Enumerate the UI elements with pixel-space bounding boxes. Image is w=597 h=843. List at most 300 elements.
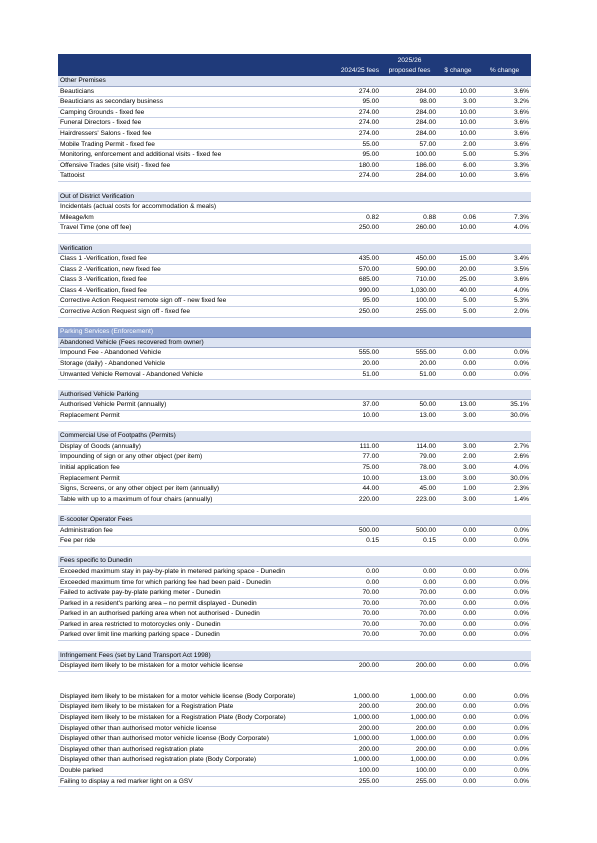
fee-2024-25: 37.00 bbox=[329, 400, 381, 411]
fee-2025-26: 1,000.00 bbox=[381, 734, 438, 745]
fee-2025-26: 284.00 bbox=[381, 128, 438, 139]
table-row bbox=[58, 766, 531, 777]
section-header-row bbox=[58, 192, 531, 202]
fee-2024-25 bbox=[329, 515, 381, 525]
fees-table bbox=[58, 54, 531, 787]
fee-2024-25: 990.00 bbox=[329, 285, 381, 296]
row-description: Parked in area restricted to motorcycles only - Dunedin bbox=[58, 619, 329, 630]
row-description: Displayed item likely to be mistaken for a motor vehicle license (Body Corporate) bbox=[58, 681, 329, 702]
section-header-row bbox=[58, 244, 531, 254]
table-row bbox=[58, 160, 531, 171]
spacer-cell bbox=[438, 181, 478, 191]
table-row bbox=[58, 118, 531, 129]
dollar-change: 0.00 bbox=[438, 723, 478, 734]
percent-change bbox=[478, 202, 531, 213]
dollar-change: 0.00 bbox=[438, 536, 478, 547]
fee-2025-26: 100.00 bbox=[381, 766, 438, 777]
dollar-change: 3.00 bbox=[438, 97, 478, 108]
percent-change bbox=[478, 244, 531, 254]
fee-2025-26: 186.00 bbox=[381, 160, 438, 171]
fee-2025-26: 590.00 bbox=[381, 264, 438, 275]
percent-change: 4.0% bbox=[478, 223, 531, 234]
percent-change: 0.0% bbox=[478, 681, 531, 702]
fee-2024-25: 51.00 bbox=[329, 369, 381, 380]
spacer-cell bbox=[381, 181, 438, 191]
fee-2024-25: 1,000.00 bbox=[329, 713, 381, 724]
row-description: Unwanted Vehicle Removal - Abandoned Vehicle bbox=[58, 369, 329, 380]
fee-2024-25: 555.00 bbox=[329, 348, 381, 359]
row-description: Beauticians bbox=[58, 86, 329, 97]
fee-2025-26: 500.00 bbox=[381, 525, 438, 536]
spacer-row bbox=[58, 317, 531, 327]
dollar-change: 0.00 bbox=[438, 755, 478, 766]
fee-2024-25: 200.00 bbox=[329, 723, 381, 734]
dollar-change: 0.00 bbox=[438, 359, 478, 370]
row-description: Replacement Permit bbox=[58, 473, 329, 484]
spacer-cell bbox=[478, 233, 531, 243]
table-row bbox=[58, 254, 531, 265]
fee-2024-25: 10.00 bbox=[329, 473, 381, 484]
row-description: Signs, Screens, or any other object per item (annually) bbox=[58, 484, 329, 495]
row-description: Exceeded maximum time for which parking fee had been paid - Dunedin bbox=[58, 577, 329, 588]
table-row bbox=[58, 86, 531, 97]
fee-2025-26: 50.00 bbox=[381, 400, 438, 411]
dollar-change: 3.00 bbox=[438, 441, 478, 452]
spacer-cell bbox=[381, 641, 438, 651]
fee-rows bbox=[58, 76, 531, 787]
spacer-row bbox=[58, 233, 531, 243]
percent-change bbox=[478, 515, 531, 525]
row-description: Verification bbox=[58, 244, 329, 254]
header-2025-26-proposed-fees: 2025/26 proposed fees bbox=[381, 54, 438, 76]
spacer-cell bbox=[58, 546, 329, 556]
fee-2024-25: 70.00 bbox=[329, 588, 381, 599]
spacer-cell bbox=[58, 421, 329, 431]
dollar-change: 0.00 bbox=[438, 577, 478, 588]
dollar-change bbox=[438, 515, 478, 525]
dollar-change: 0.00 bbox=[438, 348, 478, 359]
row-description: Parked in a resident's parking area – no permit displayed - Dunedin bbox=[58, 598, 329, 609]
dollar-change bbox=[438, 651, 478, 661]
row-description: Replacement Permit bbox=[58, 411, 329, 422]
fee-2025-26 bbox=[381, 556, 438, 566]
fee-2025-26: 255.00 bbox=[381, 776, 438, 787]
percent-change: 0.0% bbox=[478, 661, 531, 672]
fee-2024-25: 95.00 bbox=[329, 150, 381, 161]
spacer-row bbox=[58, 380, 531, 390]
spacer-cell bbox=[381, 380, 438, 390]
dollar-change: 0.00 bbox=[438, 369, 478, 380]
fee-2025-26: 555.00 bbox=[381, 348, 438, 359]
percent-change: 3.5% bbox=[478, 264, 531, 275]
fee-2025-26: 1,000.00 bbox=[381, 713, 438, 724]
fee-2024-25: 435.00 bbox=[329, 254, 381, 265]
fee-2024-25: 1,000.00 bbox=[329, 734, 381, 745]
fee-2025-26: 0.00 bbox=[381, 577, 438, 588]
fee-2024-25 bbox=[329, 244, 381, 254]
fee-2025-26: 70.00 bbox=[381, 609, 438, 620]
table-row bbox=[58, 264, 531, 275]
row-description: Commercial Use of Footpaths (Permits) bbox=[58, 431, 329, 441]
table-row bbox=[58, 630, 531, 641]
header-description bbox=[58, 54, 329, 76]
section-header-row bbox=[58, 651, 531, 661]
spacer-cell bbox=[329, 671, 381, 681]
fee-2024-25: 70.00 bbox=[329, 609, 381, 620]
dollar-change: 3.00 bbox=[438, 462, 478, 473]
fee-2024-25: 250.00 bbox=[329, 307, 381, 318]
fee-2025-26: 0.15 bbox=[381, 536, 438, 547]
fee-2024-25: 274.00 bbox=[329, 171, 381, 182]
row-description: Corrective Action Request sign off - fixed fee bbox=[58, 307, 329, 318]
row-description: Class 2 -Verification, new fixed fee bbox=[58, 264, 329, 275]
row-description: Fee per ride bbox=[58, 536, 329, 547]
dollar-change: 0.00 bbox=[438, 681, 478, 702]
dollar-change: 0.00 bbox=[438, 525, 478, 536]
fee-2025-26 bbox=[381, 651, 438, 661]
spacer-cell bbox=[329, 233, 381, 243]
dollar-change: 0.00 bbox=[438, 619, 478, 630]
table-row bbox=[58, 734, 531, 745]
fee-2024-25: 0.00 bbox=[329, 566, 381, 577]
spacer-cell bbox=[438, 317, 478, 327]
fee-2025-26 bbox=[381, 76, 438, 86]
percent-change bbox=[478, 76, 531, 86]
fee-2025-26 bbox=[381, 515, 438, 525]
percent-change: 30.0% bbox=[478, 411, 531, 422]
table-row bbox=[58, 681, 531, 702]
dollar-change bbox=[438, 431, 478, 441]
fee-2025-26: 0.00 bbox=[381, 566, 438, 577]
dollar-change: 0.00 bbox=[438, 609, 478, 620]
dollar-change: 1.00 bbox=[438, 484, 478, 495]
percent-change: 5.3% bbox=[478, 150, 531, 161]
percent-change: 0.0% bbox=[478, 369, 531, 380]
fee-2025-26 bbox=[381, 390, 438, 400]
percent-change: 3.6% bbox=[478, 275, 531, 286]
fee-2025-26: 0.88 bbox=[381, 212, 438, 223]
dollar-change: 0.00 bbox=[438, 630, 478, 641]
percent-change: 3.6% bbox=[478, 118, 531, 129]
dollar-change: 0.00 bbox=[438, 744, 478, 755]
spacer-cell bbox=[58, 505, 329, 515]
row-description: Initial application fee bbox=[58, 462, 329, 473]
fee-2024-25: 180.00 bbox=[329, 160, 381, 171]
table-row bbox=[58, 702, 531, 713]
dollar-change: 0.00 bbox=[438, 588, 478, 599]
spacer-cell bbox=[438, 380, 478, 390]
fee-2024-25: 70.00 bbox=[329, 619, 381, 630]
spacer-cell bbox=[381, 671, 438, 681]
fee-2025-26: 57.00 bbox=[381, 139, 438, 150]
dollar-change: 0.00 bbox=[438, 566, 478, 577]
table-row bbox=[58, 223, 531, 234]
spacer-cell bbox=[381, 233, 438, 243]
fee-2024-25: 200.00 bbox=[329, 661, 381, 672]
fee-2024-25: 70.00 bbox=[329, 598, 381, 609]
dollar-change: 10.00 bbox=[438, 107, 478, 118]
dollar-change: 5.00 bbox=[438, 296, 478, 307]
percent-change: 0.0% bbox=[478, 755, 531, 766]
fee-2025-26: 78.00 bbox=[381, 462, 438, 473]
dollar-change: 3.00 bbox=[438, 473, 478, 484]
table-row bbox=[58, 348, 531, 359]
table-row bbox=[58, 452, 531, 463]
fee-2024-25: 685.00 bbox=[329, 275, 381, 286]
spacer-cell bbox=[329, 505, 381, 515]
dollar-change: 2.00 bbox=[438, 139, 478, 150]
dollar-change bbox=[438, 390, 478, 400]
spacer-cell bbox=[478, 421, 531, 431]
fee-2025-26: 114.00 bbox=[381, 441, 438, 452]
spacer-cell bbox=[478, 546, 531, 556]
spacer-row bbox=[58, 641, 531, 651]
row-description: Displayed other than authorised motor vehicle license bbox=[58, 723, 329, 734]
row-description: Beauticians as secondary business bbox=[58, 97, 329, 108]
table-row bbox=[58, 202, 531, 213]
row-description: Incidentals (actual costs for accommodation & meals) bbox=[58, 202, 329, 213]
fee-2025-26: 98.00 bbox=[381, 97, 438, 108]
fee-2025-26: 70.00 bbox=[381, 619, 438, 630]
section-header-row bbox=[58, 390, 531, 400]
dollar-change bbox=[438, 556, 478, 566]
fee-2025-26: 13.00 bbox=[381, 411, 438, 422]
dollar-change: 40.00 bbox=[438, 285, 478, 296]
dollar-change: 0.00 bbox=[438, 702, 478, 713]
row-description: Displayed item likely to be mistaken for a Registration Plate (Body Corporate) bbox=[58, 713, 329, 724]
percent-change: 3.6% bbox=[478, 171, 531, 182]
fee-2025-26: 20.00 bbox=[381, 359, 438, 370]
spacer-cell bbox=[329, 380, 381, 390]
dollar-change bbox=[438, 327, 478, 337]
percent-change: 0.0% bbox=[478, 525, 531, 536]
spacer-cell bbox=[438, 641, 478, 651]
spacer-row bbox=[58, 181, 531, 191]
fee-2025-26: 70.00 bbox=[381, 598, 438, 609]
percent-change bbox=[478, 390, 531, 400]
spacer-cell bbox=[58, 641, 329, 651]
percent-change bbox=[478, 327, 531, 337]
dollar-change: 5.00 bbox=[438, 150, 478, 161]
row-description: Authorised Vehicle Permit (annually) bbox=[58, 400, 329, 411]
spacer-cell bbox=[478, 671, 531, 681]
spacer-cell bbox=[438, 671, 478, 681]
fee-2025-26: 200.00 bbox=[381, 661, 438, 672]
percent-change: 0.0% bbox=[478, 776, 531, 787]
percent-change: 2.7% bbox=[478, 441, 531, 452]
dollar-change: 15.00 bbox=[438, 254, 478, 265]
table-row bbox=[58, 598, 531, 609]
spacer-cell bbox=[381, 505, 438, 515]
fee-2024-25: 0.00 bbox=[329, 577, 381, 588]
percent-change: 3.4% bbox=[478, 254, 531, 265]
spacer-row bbox=[58, 546, 531, 556]
fee-2024-25: 200.00 bbox=[329, 702, 381, 713]
table-row bbox=[58, 536, 531, 547]
fee-2025-26: 70.00 bbox=[381, 630, 438, 641]
spacer-cell bbox=[438, 421, 478, 431]
fee-2025-26: 284.00 bbox=[381, 86, 438, 97]
fee-2025-26: 1,030.00 bbox=[381, 285, 438, 296]
section-header-row bbox=[58, 556, 531, 566]
row-description: Double parked bbox=[58, 766, 329, 777]
fee-2024-25: 95.00 bbox=[329, 296, 381, 307]
fee-2024-25: 1,000.00 bbox=[329, 681, 381, 702]
dollar-change: 10.00 bbox=[438, 128, 478, 139]
row-description: Displayed other than authorised registration plate bbox=[58, 744, 329, 755]
row-description: E-scooter Operator Fees bbox=[58, 515, 329, 525]
fee-2025-26: 284.00 bbox=[381, 107, 438, 118]
percent-change: 3.6% bbox=[478, 107, 531, 118]
fee-2024-25 bbox=[329, 556, 381, 566]
spacer-cell bbox=[478, 641, 531, 651]
table-row bbox=[58, 359, 531, 370]
row-description: Administration fee bbox=[58, 525, 329, 536]
table-row bbox=[58, 139, 531, 150]
percent-change bbox=[478, 337, 531, 348]
table-row bbox=[58, 400, 531, 411]
dollar-change: 0.06 bbox=[438, 212, 478, 223]
category-header-row bbox=[58, 327, 531, 337]
row-description: Other Premises bbox=[58, 76, 329, 86]
percent-change: 4.0% bbox=[478, 462, 531, 473]
table-row bbox=[58, 744, 531, 755]
table-row bbox=[58, 296, 531, 307]
table-row bbox=[58, 171, 531, 182]
row-description: Funeral Directors - fixed fee bbox=[58, 118, 329, 129]
percent-change: 5.3% bbox=[478, 296, 531, 307]
table-row bbox=[58, 755, 531, 766]
fee-2024-25: 0.15 bbox=[329, 536, 381, 547]
spacer-cell bbox=[438, 546, 478, 556]
table-row bbox=[58, 150, 531, 161]
row-description: Class 3 -Verification, fixed fee bbox=[58, 275, 329, 286]
fee-2024-25 bbox=[329, 651, 381, 661]
spacer-cell bbox=[438, 505, 478, 515]
percent-change bbox=[478, 431, 531, 441]
percent-change: 0.0% bbox=[478, 609, 531, 620]
fee-2025-26 bbox=[381, 337, 438, 348]
percent-change: 3.2% bbox=[478, 97, 531, 108]
row-description: Parking Services (Enforcement) bbox=[58, 327, 329, 337]
percent-change: 7.3% bbox=[478, 212, 531, 223]
table-row bbox=[58, 128, 531, 139]
fee-2025-26: 1,000.00 bbox=[381, 681, 438, 702]
fee-2025-26: 450.00 bbox=[381, 254, 438, 265]
spacer-cell bbox=[478, 181, 531, 191]
fee-2025-26: 260.00 bbox=[381, 223, 438, 234]
table-row bbox=[58, 307, 531, 318]
fee-2024-25: 274.00 bbox=[329, 118, 381, 129]
fee-2025-26: 70.00 bbox=[381, 588, 438, 599]
percent-change: 0.0% bbox=[478, 734, 531, 745]
dollar-change: 0.00 bbox=[438, 734, 478, 745]
spacer-row bbox=[58, 671, 531, 681]
dollar-change: 10.00 bbox=[438, 223, 478, 234]
row-description: Impounding of sign or any other object (per item) bbox=[58, 452, 329, 463]
fee-2024-25: 200.00 bbox=[329, 744, 381, 755]
fee-2025-26: 51.00 bbox=[381, 369, 438, 380]
table-row bbox=[58, 713, 531, 724]
fee-2024-25 bbox=[329, 76, 381, 86]
table-row bbox=[58, 212, 531, 223]
fee-2024-25: 20.00 bbox=[329, 359, 381, 370]
table-row bbox=[58, 494, 531, 505]
percent-change: 3.6% bbox=[478, 128, 531, 139]
row-description: Mobile Trading Permit - fixed fee bbox=[58, 139, 329, 150]
table-row bbox=[58, 369, 531, 380]
fee-2025-26 bbox=[381, 431, 438, 441]
row-description: Tattooist bbox=[58, 171, 329, 182]
row-description: Failing to display a red marker light on a GSV bbox=[58, 776, 329, 787]
percent-change: 2.3% bbox=[478, 484, 531, 495]
fee-2024-25: 70.00 bbox=[329, 630, 381, 641]
dollar-change: 25.00 bbox=[438, 275, 478, 286]
row-description: Authorised Vehicle Parking bbox=[58, 390, 329, 400]
table-row bbox=[58, 275, 531, 286]
row-description: Out of District Verification bbox=[58, 192, 329, 202]
dollar-change: 10.00 bbox=[438, 86, 478, 97]
table-row bbox=[58, 285, 531, 296]
dollar-change: 10.00 bbox=[438, 171, 478, 182]
fee-2024-25: 255.00 bbox=[329, 776, 381, 787]
table-row bbox=[58, 484, 531, 495]
percent-change bbox=[478, 556, 531, 566]
row-description: Camping Grounds - fixed fee bbox=[58, 107, 329, 118]
dollar-change: 0.00 bbox=[438, 766, 478, 777]
section-header-row bbox=[58, 431, 531, 441]
spacer-cell bbox=[478, 505, 531, 515]
dollar-change: 2.00 bbox=[438, 452, 478, 463]
row-description: Displayed item likely to be mistaken for a motor vehicle license bbox=[58, 661, 329, 672]
spacer-cell bbox=[381, 546, 438, 556]
table-row bbox=[58, 577, 531, 588]
dollar-change: 3.00 bbox=[438, 411, 478, 422]
fee-2024-25: 500.00 bbox=[329, 525, 381, 536]
fee-2025-26 bbox=[381, 244, 438, 254]
row-description: Display of Goods (annually) bbox=[58, 441, 329, 452]
row-description: Abandoned Vehicle (Fees recovered from owner) bbox=[58, 337, 329, 348]
spacer-cell bbox=[58, 233, 329, 243]
row-description: Fees specific to Dunedin bbox=[58, 556, 329, 566]
table-row bbox=[58, 619, 531, 630]
fee-2025-26: 223.00 bbox=[381, 494, 438, 505]
percent-change: 0.0% bbox=[478, 566, 531, 577]
fee-2025-26: 79.00 bbox=[381, 452, 438, 463]
dollar-change: 0.00 bbox=[438, 776, 478, 787]
percent-change: 2.0% bbox=[478, 307, 531, 318]
fee-2025-26 bbox=[381, 327, 438, 337]
percent-change: 0.0% bbox=[478, 577, 531, 588]
fee-2024-25: 274.00 bbox=[329, 128, 381, 139]
percent-change: 30.0% bbox=[478, 473, 531, 484]
spacer-cell bbox=[329, 546, 381, 556]
percent-change: 0.0% bbox=[478, 588, 531, 599]
dollar-change: 5.00 bbox=[438, 307, 478, 318]
dollar-change: 13.00 bbox=[438, 400, 478, 411]
table-header-row bbox=[58, 54, 531, 76]
fee-2024-25: 0.82 bbox=[329, 212, 381, 223]
fee-2024-25: 274.00 bbox=[329, 86, 381, 97]
fee-2024-25 bbox=[329, 431, 381, 441]
spacer-cell bbox=[438, 233, 478, 243]
fee-2025-26: 100.00 bbox=[381, 296, 438, 307]
fee-2024-25: 75.00 bbox=[329, 462, 381, 473]
fee-2024-25: 220.00 bbox=[329, 494, 381, 505]
spacer-cell bbox=[329, 317, 381, 327]
row-description: Corrective Action Request remote sign off - new fixed fee bbox=[58, 296, 329, 307]
percent-change bbox=[478, 651, 531, 661]
